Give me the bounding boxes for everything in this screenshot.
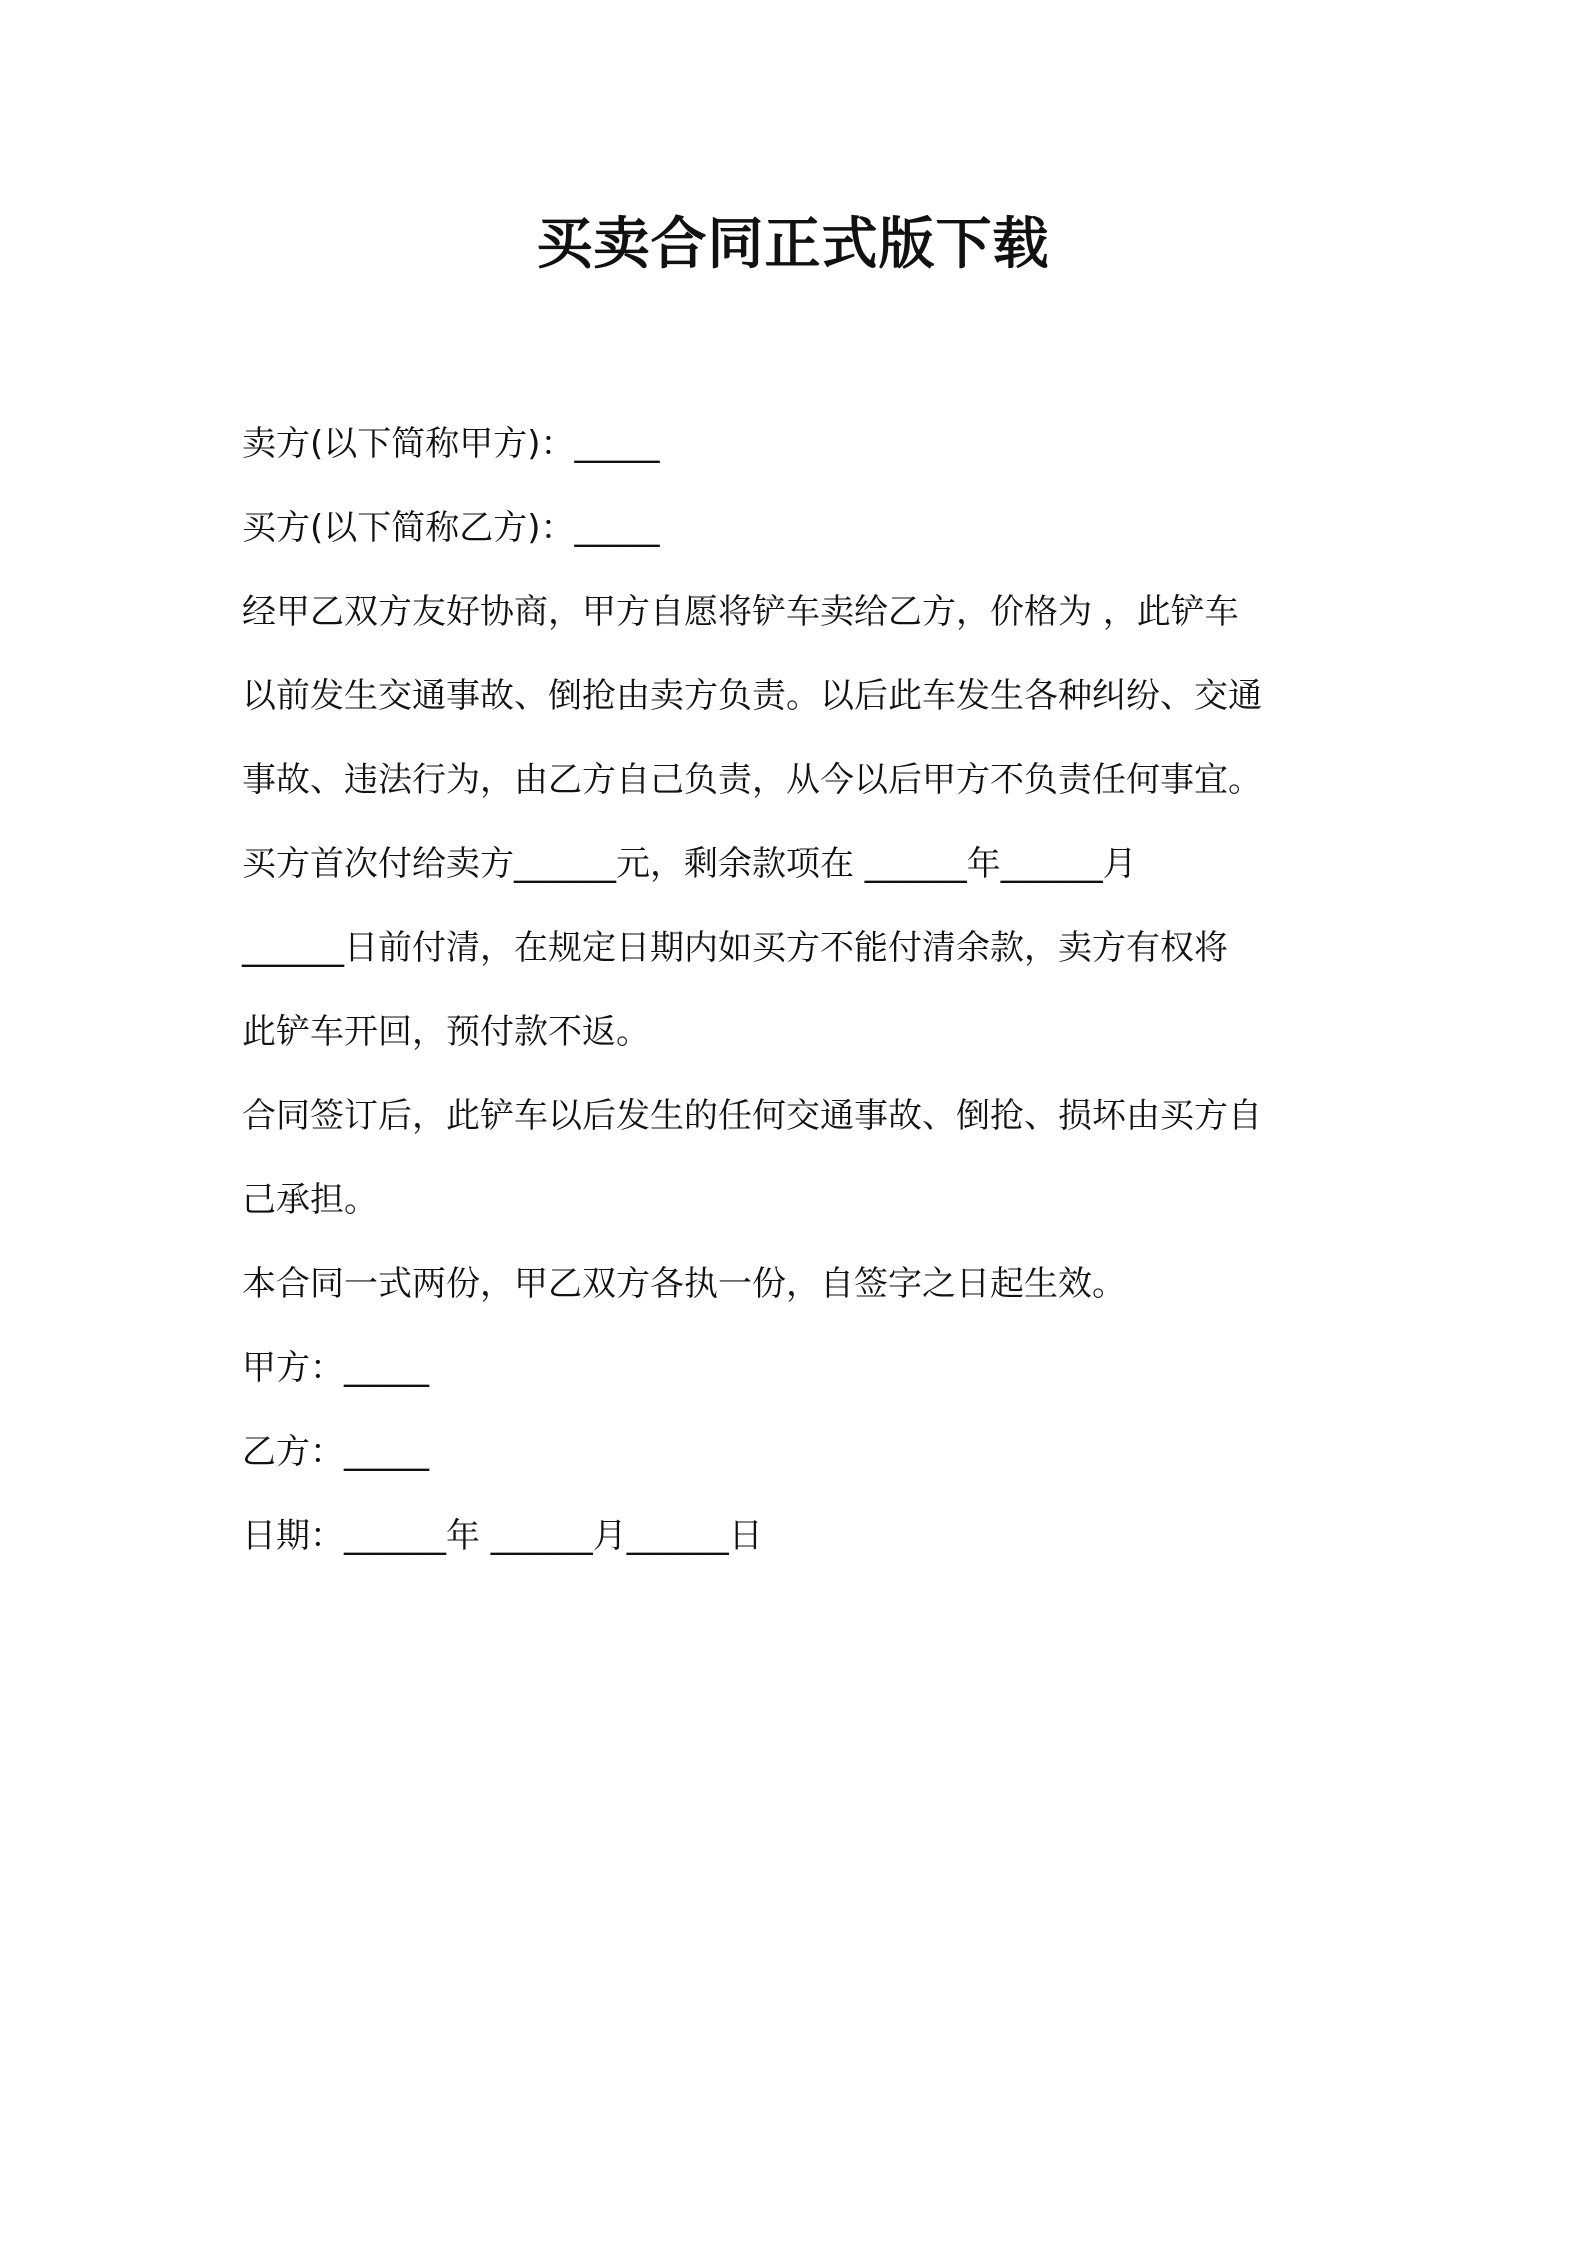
liability-line-2: 己承担。: [242, 1180, 378, 1220]
seller-line: 卖方(以下简称甲方)：_____: [242, 424, 660, 464]
agreement-line-1: 经甲乙双方友好协商，甲方自愿将铲车卖给乙方，价格为 ，此铲车: [242, 592, 1239, 632]
contract-body: [242, 402, 1362, 1578]
copies-line: 本合同一式两份，甲乙双方各执一份，自签字之日起生效。: [242, 1264, 1126, 1304]
payment-line-3: 此铲车开回，预付款不返。: [242, 1012, 650, 1052]
payment-line-2: ______日前付清，在规定日期内如买方不能付清余款，卖方有权将: [242, 928, 1228, 968]
document-title: 买卖合同正式版下载: [536, 212, 1050, 277]
date-line: 日期：______年 ______月______日: [242, 1516, 763, 1556]
payment-line-1: 买方首次付给卖方______元，剩余款项在 ______年______月: [242, 844, 1137, 884]
party-a-signature-line: 甲方：_____: [242, 1348, 429, 1388]
agreement-line-3: 事故、违法行为，由乙方自己负责，从今以后甲方不负责任何事宜。: [242, 760, 1262, 800]
party-b-signature-line: 乙方：_____: [242, 1432, 429, 1472]
buyer-line: 买方(以下简称乙方)：_____: [242, 508, 660, 548]
liability-line-1: 合同签订后，此铲车以后发生的任何交通事故、倒抢、损坏由买方自: [242, 1096, 1262, 1136]
agreement-line-2: 以前发生交通事故、倒抢由卖方负责。以后此车发生各种纠纷、交通: [242, 676, 1262, 716]
